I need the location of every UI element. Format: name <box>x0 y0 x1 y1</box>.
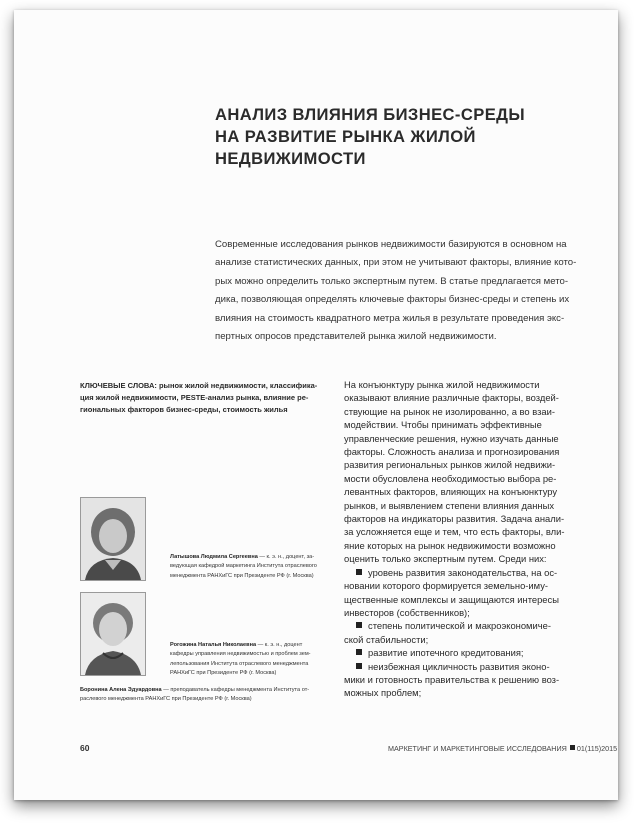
author-info <box>80 686 309 705</box>
body-line-text: управленческие решения, нужно изучать данные <box>344 432 559 444</box>
author-photo <box>80 497 146 581</box>
bullet-line <box>344 566 589 579</box>
square-bullet-icon <box>356 649 362 655</box>
body-line <box>344 579 589 592</box>
abstract-line: рых можно определить только экспертным путем. В статье предлагается мето- <box>215 275 569 287</box>
body-line-text: факторы. Сложность анализа и прогнозирования <box>344 446 560 458</box>
body-line-text: модействии. Чтобы принимать эффективные <box>344 419 542 431</box>
body-line-text: оценить только экспертным путем. Среди них: <box>344 553 547 565</box>
bullet-line <box>344 646 589 659</box>
body-line <box>344 405 589 418</box>
title-line: АНАЛИЗ ВЛИЯНИЯ БИЗНЕС-СРЕДЫ <box>215 105 526 124</box>
abstract-line: влияния на стоимость квадратного метра жилья в результате проведения экс- <box>215 312 565 324</box>
body-line-text: ствующие на рынок не изолированно, а во взаи- <box>344 405 555 417</box>
body-line-text: яние которых на рынок недвижимости возможно <box>344 539 556 551</box>
body-line <box>344 552 589 565</box>
body-line-text: мики и готовность правительства к решению воз- <box>344 673 560 685</box>
portrait-image <box>81 498 145 580</box>
abstract-line: Современные исследования рынков недвижимости базируются в основном на <box>215 239 567 250</box>
body-line-text: мости обусловлена необходимостью выбора ре- <box>344 472 557 484</box>
author-desc: РАНХиГС при Президенте РФ (г. Москва) <box>170 670 277 677</box>
body-line-text: развития региональных рынков жилой недвижи- <box>344 459 556 471</box>
author-name: Рогожина Наталья Николаевна <box>170 642 257 648</box>
body-line-text: неизбежная цикличность развития эконо- <box>368 660 550 672</box>
author-desc: раслевого менеджмента РАНХиГС при Президенте РФ (г. Москва) <box>80 696 252 703</box>
square-bullet-icon <box>570 745 575 750</box>
author-desc: ведующая кафедрой маркетинга Института отраслевого <box>170 563 317 570</box>
body-line <box>344 378 589 391</box>
title-line: НЕДВИЖИМОСТИ <box>215 149 366 168</box>
running-footer <box>388 744 617 753</box>
body-line <box>344 458 589 471</box>
body-text <box>344 378 589 700</box>
keywords-line: ция жилой недвижимости, PESTE-анализ рынка, влияние ре- <box>80 393 309 402</box>
abstract-line: дика, позволяющая определять ключевые факторы бизнес-среды и степень их <box>215 294 570 306</box>
author-desc: — к. э. н., доцент, за- <box>257 554 315 560</box>
square-bullet-icon <box>356 569 362 575</box>
body-line-text: щественные комплексы и защищаются интересы <box>344 593 559 605</box>
abstract-line: анализе статистических данных, при этом не учитывают факторы, влияние кото- <box>215 257 577 269</box>
author-info <box>170 641 311 679</box>
author-desc: кафедры управления недвижимостью и проблем зем- <box>170 651 311 658</box>
author-desc: — к. э. н., доцент <box>256 642 303 648</box>
body-line-text: левантных факторов, влияющих на конъюнктуру <box>344 486 558 498</box>
author-desc: лепользования Института отраслевого менеджмента <box>170 660 309 667</box>
journal-name: МАРКЕТИНГ И МАРКЕТИНГОВЫЕ ИССЛЕДОВАНИЯ <box>388 744 567 753</box>
author-info <box>170 553 317 581</box>
article-title <box>215 104 575 170</box>
body-line-text: можных проблем; <box>344 687 422 699</box>
keywords-line: гиональных факторов бизнес-среды, стоимость жилья <box>80 405 288 414</box>
keywords <box>80 380 325 416</box>
body-line-text: новании которого формируется земельно-иму- <box>344 580 549 592</box>
square-bullet-icon <box>356 622 362 628</box>
body-line <box>344 418 589 431</box>
body-line-text: развитие ипотечного кредитования; <box>368 647 524 659</box>
abstract-line: пертных опросов представителей рынка жилой недвижимости. <box>215 331 497 343</box>
body-line <box>344 499 589 512</box>
body-line <box>344 686 589 699</box>
author-photo <box>80 592 146 676</box>
body-line-text: инвесторов (собственников); <box>344 606 470 618</box>
keywords-line: КЛЮЧЕВЫЕ СЛОВА: рынок жилой недвижимости, классифика- <box>80 381 318 390</box>
body-line <box>344 633 589 646</box>
body-line-text: за усложняется еще и тем, что есть факторы, вли- <box>344 526 565 538</box>
body-line <box>344 593 589 606</box>
author-name: Боронина Алена Эдуардовна <box>80 687 162 693</box>
body-line <box>344 539 589 552</box>
body-line-text: оказывают влияние различные факторы, воздей- <box>344 392 559 404</box>
author-name: Латышова Людмила Сергеевна <box>170 554 258 560</box>
page-number: 60 <box>80 743 90 753</box>
body-line <box>344 472 589 485</box>
body-line <box>344 606 589 619</box>
body-line <box>344 673 589 686</box>
body-line <box>344 525 589 538</box>
issue-number: 01(115)2015 <box>576 744 618 753</box>
bullet-line <box>344 660 589 673</box>
body-line-text: ской стабильности; <box>344 633 429 645</box>
author-desc: менеджмента РАНХиГС при Президенте РФ (г. Москва) <box>170 572 314 579</box>
body-line-text: факторов на индикаторы развития. Задача анали- <box>344 513 565 525</box>
body-line-text: степень политической и макроэкономиче- <box>368 620 551 632</box>
body-line <box>344 432 589 445</box>
portrait-image <box>81 593 145 675</box>
title-line: НА РАЗВИТИЕ РЫНКА ЖИЛОЙ <box>215 127 476 146</box>
bullet-line <box>344 619 589 632</box>
body-line <box>344 391 589 404</box>
body-line-text: рынков, и выявлением степени влияния данных <box>344 499 555 511</box>
body-line <box>344 485 589 498</box>
body-line-text: уровень развития законодательства, на ос- <box>368 566 558 578</box>
body-line <box>344 445 589 458</box>
square-bullet-icon <box>356 663 362 669</box>
body-line-text: На конъюнктуру рынка жилой недвижимости <box>344 379 540 390</box>
body-line <box>344 512 589 525</box>
abstract <box>215 236 585 346</box>
author-desc: — преподаватель кафедры менеджмента Института от- <box>161 687 310 693</box>
